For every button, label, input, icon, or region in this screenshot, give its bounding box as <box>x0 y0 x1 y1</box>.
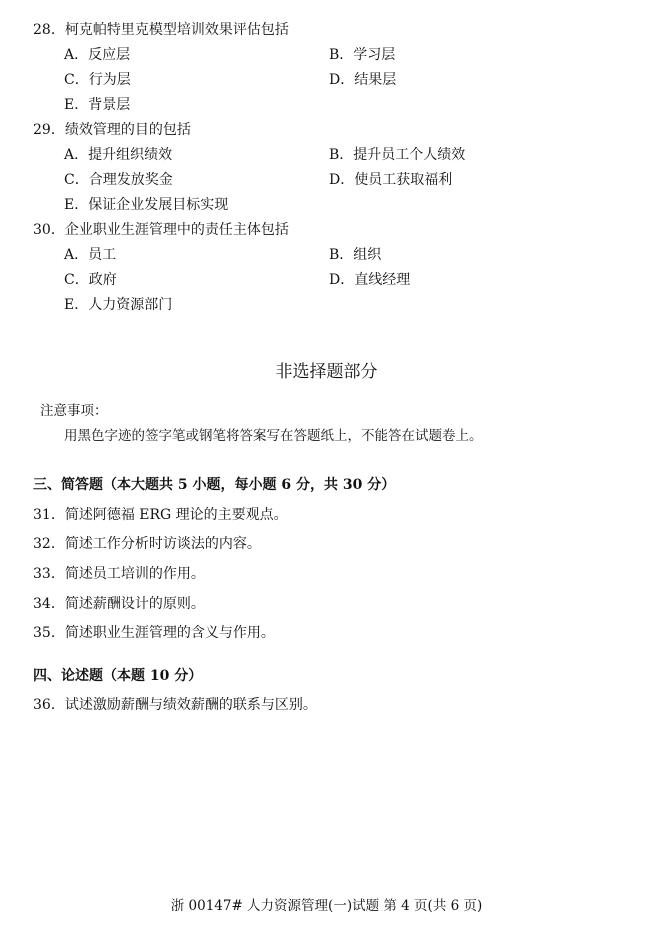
question-30: 30．企业职业生涯管理中的责任主体包括 <box>33 222 289 238</box>
question-29: 29．绩效管理的目的包括 <box>33 122 191 138</box>
section-title: 非选择题部分 <box>275 362 378 382</box>
option-28-e: E．背景层 <box>64 97 131 113</box>
option-29-e: E．保证企业发展目标实现 <box>64 197 229 213</box>
option-29-a: A．提升组织绩效 <box>64 147 173 163</box>
option-28-d: D．结果层 <box>329 72 397 88</box>
option-30-b: B．组织 <box>329 247 382 263</box>
notice-body: 用黑色字迹的签字笔或钢笔将答案写在答题纸上，不能答在试题卷上。 <box>64 428 483 444</box>
short-answer-title: 三、简答题 <box>33 477 103 493</box>
question-33: 33．简述员工培训的作用。 <box>33 566 205 582</box>
question-34: 34．简述薪酬设计的原则。 <box>33 596 205 612</box>
essay-title: 四、论述题 <box>33 668 103 684</box>
question-36: 36．试述激励薪酬与绩效薪酬的联系与区别。 <box>33 697 317 713</box>
option-30-c: C．政府 <box>64 272 117 288</box>
essay-heading <box>33 665 202 685</box>
question-31: 31．简述阿德福 ERG 理论的主要观点。 <box>33 507 288 523</box>
essay-info: （本题 10 分） <box>103 668 203 684</box>
option-29-d: D．使员工获取福利 <box>329 172 453 188</box>
question-35: 35．简述职业生涯管理的含义与作用。 <box>33 625 275 641</box>
option-30-e: E．人力资源部门 <box>64 297 173 313</box>
short-answer-heading <box>33 474 395 494</box>
option-30-a: A．员工 <box>64 247 117 263</box>
question-28: 28．柯克帕特里克模型培训效果评估包括 <box>33 22 289 38</box>
option-28-c: C．行为层 <box>64 72 131 88</box>
question-32: 32．简述工作分析时访谈法的内容。 <box>33 536 261 552</box>
page-footer: 浙 00147# 人力资源管理(一)试题 第 4 页(共 6 页) <box>170 898 483 914</box>
option-29-b: B．提升员工个人绩效 <box>329 147 466 163</box>
option-29-c: C．合理发放奖金 <box>64 172 173 188</box>
short-answer-info: （本大题共 5 小题，每小题 6 分，共 30 分） <box>103 477 396 493</box>
option-28-a: A．反应层 <box>64 47 131 63</box>
option-28-b: B．学习层 <box>329 47 396 63</box>
option-30-d: D．直线经理 <box>329 272 411 288</box>
notice-heading: 注意事项： <box>40 403 108 419</box>
